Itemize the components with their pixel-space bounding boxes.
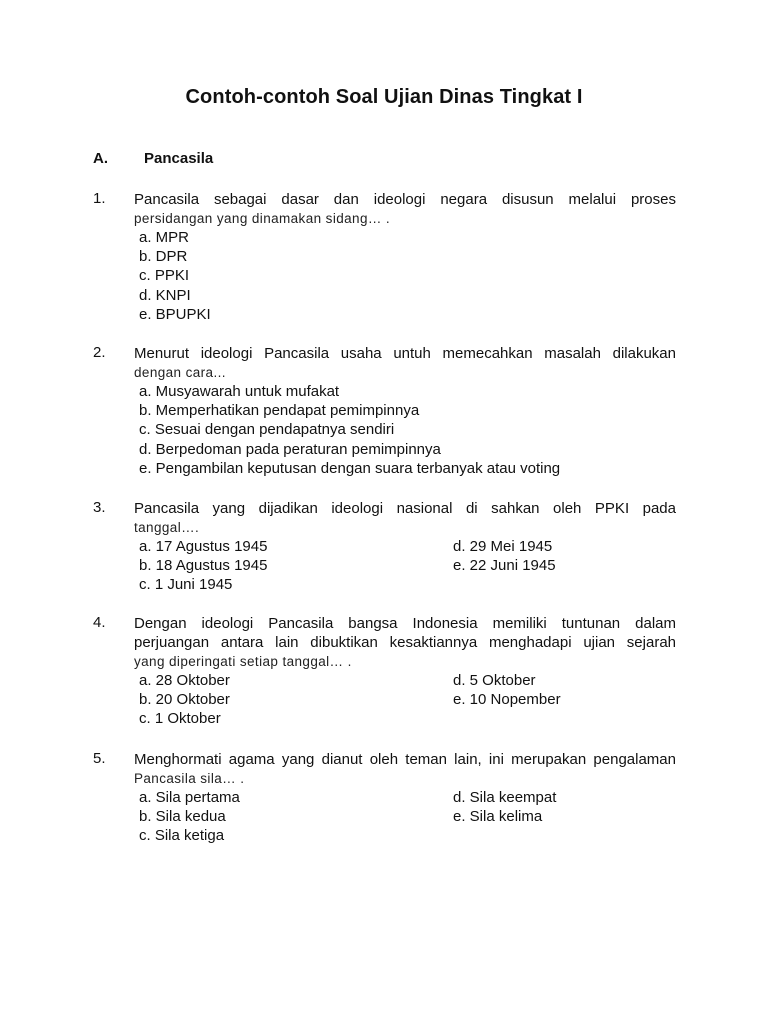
section-heading — [93, 150, 213, 167]
answer-option: a. 17 Agustus 1945 — [139, 538, 268, 555]
question-text-line2: perjuangan antara lain dibuktikan kesaktiannya menghadapi ujian sejarah — [134, 634, 676, 651]
answer-option: d. Berpedoman pada peraturan pemimpinnya — [139, 440, 441, 458]
answer-option: b. Sila kedua — [139, 808, 226, 826]
section-letter: A. — [93, 150, 108, 167]
question-text: Pancasila sebagai dasar dan ideologi negara disusun melalui proses — [134, 191, 676, 208]
answer-options — [139, 671, 676, 729]
question-text-continued: tanggal…. — [134, 520, 200, 535]
page-title: Contoh-contoh Soal Ujian Dinas Tingkat I — [185, 86, 583, 108]
question-text: Menghormati agama yang dianut oleh teman lain, ini merupakan pengalaman — [134, 751, 676, 768]
question-text-continued: Pancasila sila… . — [134, 771, 245, 786]
answer-options — [139, 788, 676, 846]
question-text: Pancasila yang dijadikan ideologi nasional di sahkan oleh PPKI pada — [134, 500, 676, 517]
answer-option: b. DPR — [139, 248, 188, 266]
answer-option: d. 29 Mei 1945 — [453, 538, 553, 555]
answer-option: a. 28 Oktober — [139, 672, 230, 689]
question-text-continued: dengan cara... — [134, 365, 226, 380]
answer-option: e. 22 Juni 1945 — [453, 557, 556, 575]
answer-option: e. 10 Nopember — [453, 691, 561, 709]
answer-option: d. Sila keempat — [453, 789, 557, 806]
answer-option: e. Pengambilan keputusan dengan suara terbanyak atau voting — [139, 459, 561, 477]
answer-option: b. 18 Agustus 1945 — [139, 557, 268, 575]
question-1 — [93, 190, 676, 324]
question-text: Dengan ideologi Pancasila bangsa Indonesia memiliki tuntunan dalam — [134, 615, 676, 632]
answer-option: e. Sila kelima — [453, 808, 543, 826]
answer-option: a. Musyawarah untuk mufakat — [139, 383, 340, 400]
answer-option: c. Sesuai dengan pendapatnya sendiri — [139, 421, 395, 439]
question-number: 2. — [93, 344, 106, 361]
question-text: Menurut ideologi Pancasila usaha untuh memecahkan masalah dilakukan — [134, 345, 676, 362]
section-name: Pancasila — [144, 150, 214, 167]
answer-option: a. MPR — [139, 229, 190, 246]
question-5 — [93, 750, 676, 846]
question-4 — [93, 614, 676, 729]
question-text-continued: persidangan yang dinamakan sidang… . — [134, 211, 391, 226]
answer-options — [139, 228, 676, 324]
answer-option: c. 1 Juni 1945 — [139, 576, 233, 594]
answer-option: d. 5 Oktober — [453, 672, 536, 689]
answer-option: a. Sila pertama — [139, 789, 240, 806]
answer-option: d. KNPI — [139, 286, 191, 304]
answer-options — [139, 537, 676, 595]
answer-option: c. 1 Oktober — [139, 710, 221, 728]
answer-options — [139, 382, 676, 478]
answer-option: e. BPUPKI — [139, 305, 211, 323]
question-3 — [93, 499, 676, 595]
question-2 — [93, 344, 676, 478]
question-number: 3. — [93, 499, 106, 516]
answer-option: b. 20 Oktober — [139, 691, 230, 709]
question-number: 4. — [93, 614, 106, 631]
question-number: 1. — [93, 190, 106, 207]
answer-option: c. PPKI — [139, 267, 190, 285]
answer-option: c. Sila ketiga — [139, 827, 225, 845]
answer-option: b. Memperhatikan pendapat pemimpinnya — [139, 402, 420, 420]
question-text-continued: yang diperingati setiap tanggal… . — [134, 654, 352, 669]
question-number: 5. — [93, 750, 106, 767]
